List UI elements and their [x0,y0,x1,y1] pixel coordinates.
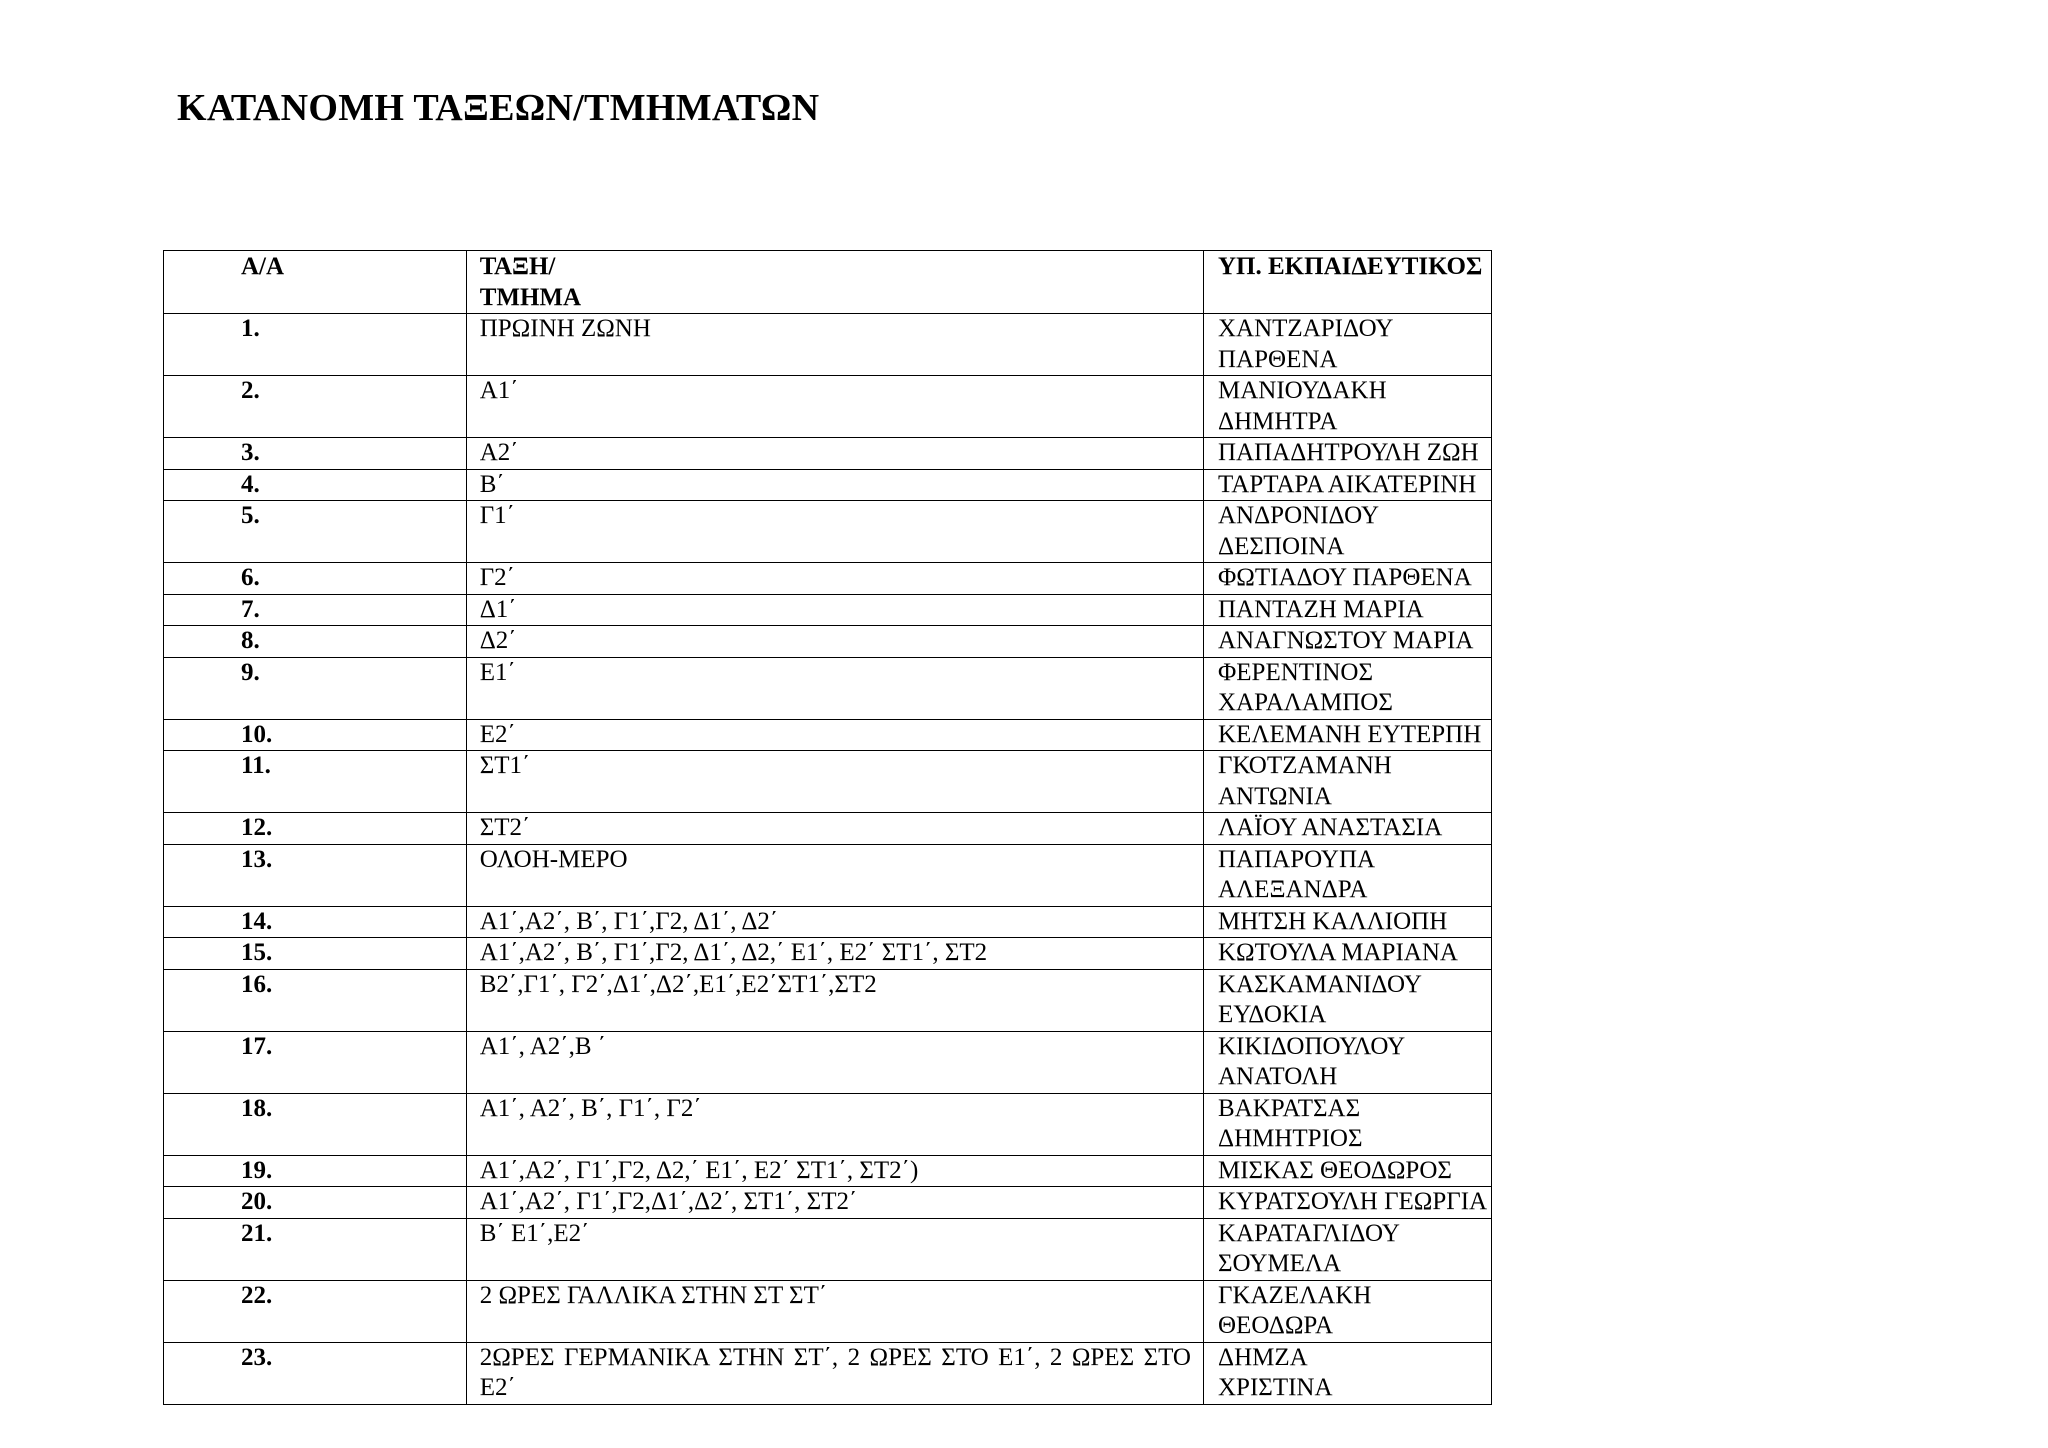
row-number: 13. [164,844,467,906]
table-row [164,1187,1492,1219]
table-row [164,314,1492,376]
row-number: 5. [164,501,467,563]
row-class: Ε1΄ [466,657,1203,719]
header-class [466,251,1203,314]
row-number: 16. [164,969,467,1031]
table-row [164,1342,1492,1404]
row-class: Γ2΄ [466,563,1203,595]
row-teacher: ΚΥΡΑΤΣΟΥΛΗ ΓΕΩΡΓΙΑ [1204,1187,1492,1219]
table-row [164,844,1492,906]
table-row [164,906,1492,938]
row-class: Α1΄ [466,376,1203,438]
row-class: 2ΩΡΕΣ ΓΕΡΜΑΝΙΚΑ ΣΤΗΝ ΣΤ΄, 2 ΩΡΕΣ ΣΤΟ Ε1΄, 2 ΩΡΕΣ ΣΤΟ Ε2΄ [466,1342,1203,1404]
row-class: Α1΄,Α2΄, Β΄, Γ1΄,Γ2, Δ1΄, Δ2΄ [466,906,1203,938]
row-class: Α1΄,Α2΄, Γ1΄,Γ2,Δ1΄,Δ2΄, ΣΤ1΄, ΣΤ2΄ [466,1187,1203,1219]
row-teacher: ΜΗΤΣΗ ΚΑΛΛΙΟΠΗ [1204,906,1492,938]
table-row [164,376,1492,438]
row-class: Ε2΄ [466,719,1203,751]
row-number: 3. [164,438,467,470]
table-row [164,751,1492,813]
row-number: 20. [164,1187,467,1219]
row-teacher: ΒΑΚΡΑΤΣΑΣ ΔΗΜΗΤΡΙΟΣ [1204,1093,1492,1155]
row-number: 2. [164,376,467,438]
row-number: 11. [164,751,467,813]
row-number: 1. [164,314,467,376]
row-teacher: ΚΑΡΑΤΑΓΛΙΔΟΥ ΣΟΥΜΕΛΑ [1204,1218,1492,1280]
row-class: ΠΡΩΙΝΗ ΖΩΝΗ [466,314,1203,376]
row-teacher: ΧΑΝΤΖΑΡΙΔΟΥ ΠΑΡΘΕΝΑ [1204,314,1492,376]
row-teacher: ΜΑΝΙΟΥΔΑΚΗ ΔΗΜΗΤΡΑ [1204,376,1492,438]
row-teacher: ΦΩΤΙΑΔΟΥ ΠΑΡΘΕΝΑ [1204,563,1492,595]
row-number: 8. [164,626,467,658]
table-header-row [164,251,1492,314]
row-number: 12. [164,813,467,845]
table-row [164,1155,1492,1187]
row-class: Α1΄, Α2΄,Β ΄ [466,1031,1203,1093]
table-row [164,469,1492,501]
row-class: Α1΄,Α2΄, Γ1΄,Γ2, Δ2,΄ Ε1΄, Ε2΄ ΣΤ1΄, ΣΤ2΄) [466,1155,1203,1187]
row-number: 23. [164,1342,467,1404]
table-row [164,938,1492,970]
table-row [164,1280,1492,1342]
table-row [164,501,1492,563]
row-number: 21. [164,1218,467,1280]
row-number: 22. [164,1280,467,1342]
row-number: 17. [164,1031,467,1093]
row-number: 7. [164,594,467,626]
row-number: 10. [164,719,467,751]
table-row [164,1031,1492,1093]
row-class: Β2΄,Γ1΄, Γ2΄,Δ1΄,Δ2΄,Ε1΄,Ε2΄ΣΤ1΄,ΣΤ2 [466,969,1203,1031]
table-row [164,969,1492,1031]
row-teacher: ΚΩΤΟΥΛΑ ΜΑΡΙΑΝΑ [1204,938,1492,970]
row-teacher: ΠΑΠΑΔΗΤΡΟΥΛΗ ΖΩΗ [1204,438,1492,470]
table-row [164,626,1492,658]
row-teacher: ΛΑΪΟΥ ΑΝΑΣΤΑΣΙΑ [1204,813,1492,845]
table-row [164,657,1492,719]
row-teacher: ΦΕΡΕΝΤΙΝΟΣ ΧΑΡΑΛΑΜΠΟΣ [1204,657,1492,719]
row-teacher: ΚΑΣΚΑΜΑΝΙΔΟΥ ΕΥΔΟΚΙΑ [1204,969,1492,1031]
row-class: Δ1΄ [466,594,1203,626]
row-class: Β΄ Ε1΄,Ε2΄ [466,1218,1203,1280]
row-class: Δ2΄ [466,626,1203,658]
class-assignment-table [163,250,1492,1405]
row-class: ΟΛΟΗ-ΜΕΡΟ [466,844,1203,906]
header-num: Α/Α [164,251,467,314]
row-class: ΣΤ2΄ [466,813,1203,845]
header-teacher: ΥΠ. ΕΚΠΑΙΔΕΥΤΙΚΟΣ [1204,251,1492,314]
row-teacher: ΜΙΣΚΑΣ ΘΕΟΔΩΡΟΣ [1204,1155,1492,1187]
row-class: Α2΄ [466,438,1203,470]
row-number: 6. [164,563,467,595]
row-teacher: ΚΕΛΕΜΑΝΗ ΕΥΤΕΡΠΗ [1204,719,1492,751]
table-row [164,1218,1492,1280]
row-number: 18. [164,1093,467,1155]
row-class: Β΄ [466,469,1203,501]
table-row [164,438,1492,470]
row-class: Α1΄,Α2΄, Β΄, Γ1΄,Γ2, Δ1΄, Δ2,΄ Ε1΄, Ε2΄ ΣΤ1΄, ΣΤ2 [466,938,1203,970]
row-class: Γ1΄ [466,501,1203,563]
row-teacher: ΚΙΚΙΔΟΠΟΥΛΟΥ ΑΝΑΤΟΛΗ [1204,1031,1492,1093]
page-title: ΚΑΤΑΝΟΜΗ ΤΑΞΕΩΝ/ΤΜΗΜΑΤΩΝ [177,87,820,129]
table-row [164,1093,1492,1155]
row-class: Α1΄, Α2΄, Β΄, Γ1΄, Γ2΄ [466,1093,1203,1155]
row-number: 15. [164,938,467,970]
row-number: 9. [164,657,467,719]
row-number: 14. [164,906,467,938]
row-teacher: ΓΚΟΤΖΑΜΑΝΗ ΑΝΤΩΝΙΑ [1204,751,1492,813]
row-number: 19. [164,1155,467,1187]
row-number: 4. [164,469,467,501]
row-teacher: ΑΝΔΡΟΝΙΔΟΥ ΔΕΣΠΟΙΝΑ [1204,501,1492,563]
row-teacher: ΠΑΝΤΑΖΗ ΜΑΡΙΑ [1204,594,1492,626]
header-class-line1: ΤΑΞΗ/ [479,253,556,280]
table-row [164,813,1492,845]
header-class-line2: ΤΜΗΜΑ [479,283,582,311]
table-row [164,594,1492,626]
table-row [164,719,1492,751]
row-teacher: ΑΝΑΓΝΩΣΤΟΥ ΜΑΡΙΑ [1204,626,1492,658]
row-teacher: ΓΚΑΖΕΛΑΚΗ ΘΕΟΔΩΡΑ [1204,1280,1492,1342]
table-row [164,563,1492,595]
row-class: 2 ΩΡΕΣ ΓΑΛΛΙΚΑ ΣΤΗΝ ΣΤ ΣΤ΄ [466,1280,1203,1342]
row-teacher: ΤΑΡΤΑΡΑ ΑΙΚΑΤΕΡΙΝΗ [1204,469,1492,501]
row-teacher: ΔΗΜΖΑ ΧΡΙΣΤΙΝΑ [1204,1342,1492,1404]
row-class: ΣΤ1΄ [466,751,1203,813]
row-teacher: ΠΑΠΑΡΟΥΠΑ ΑΛΕΞΑΝΔΡΑ [1204,844,1492,906]
